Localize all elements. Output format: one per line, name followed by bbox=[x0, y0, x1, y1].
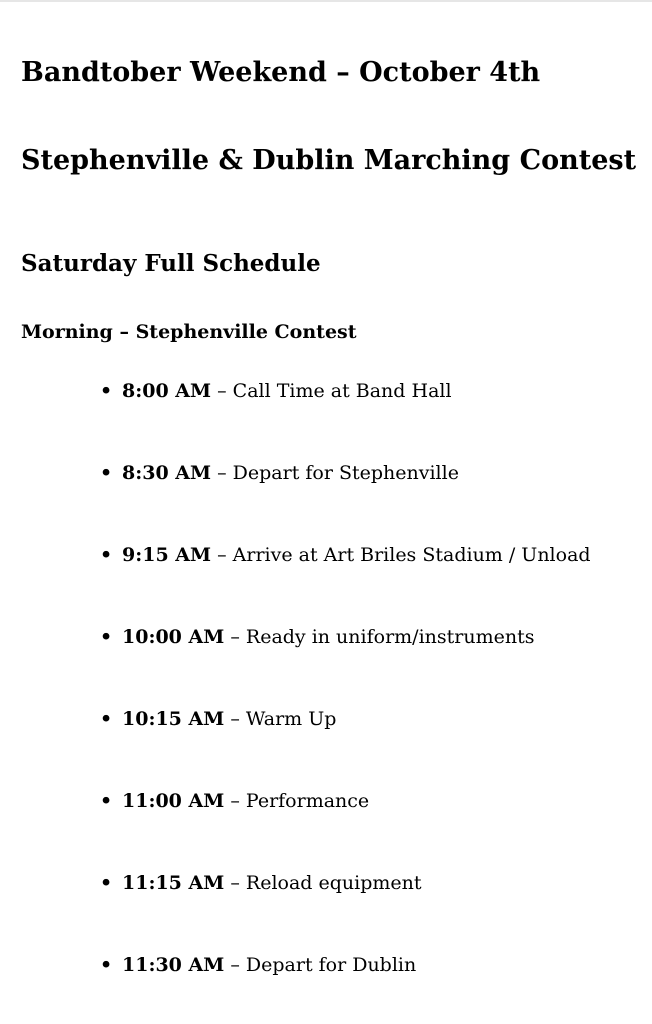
bullet-icon: • bbox=[100, 954, 113, 976]
schedule-activity: Performance bbox=[245, 790, 370, 812]
subsection-heading: Morning – Stephenville Contest bbox=[21, 321, 357, 343]
bullet-icon: • bbox=[100, 462, 113, 484]
schedule-time: 11:00 AM bbox=[122, 790, 225, 812]
bullet-icon: • bbox=[100, 790, 113, 812]
schedule-item bbox=[100, 869, 422, 897]
schedule-time: 10:00 AM bbox=[122, 626, 225, 648]
bullet-icon: • bbox=[100, 626, 113, 648]
schedule-item bbox=[100, 623, 534, 651]
schedule-separator: – bbox=[224, 626, 246, 648]
schedule-activity: Depart for Stephenville bbox=[232, 462, 459, 484]
top-divider bbox=[0, 0, 652, 2]
schedule-time: 11:15 AM bbox=[122, 872, 225, 894]
schedule-activity: Reload equipment bbox=[245, 872, 422, 894]
bullet-icon: • bbox=[100, 544, 113, 566]
bullet-icon: • bbox=[100, 708, 113, 730]
bullet-icon: • bbox=[100, 380, 113, 402]
schedule-separator: – bbox=[224, 708, 246, 730]
schedule-separator: – bbox=[211, 462, 233, 484]
schedule-activity: Arrive at Art Briles Stadium / Unload bbox=[232, 544, 591, 566]
schedule-item bbox=[100, 951, 416, 979]
schedule-item bbox=[100, 459, 459, 487]
schedule-activity: Depart for Dublin bbox=[245, 954, 417, 976]
schedule-time: 8:30 AM bbox=[122, 462, 212, 484]
schedule-separator: – bbox=[224, 954, 246, 976]
schedule-item bbox=[100, 541, 591, 569]
schedule-item bbox=[100, 377, 452, 405]
schedule-item bbox=[100, 787, 369, 815]
schedule-activity: Call Time at Band Hall bbox=[232, 380, 452, 402]
schedule-separator: – bbox=[211, 380, 233, 402]
document-subtitle: Stephenville & Dublin Marching Contest bbox=[21, 145, 637, 176]
schedule-item bbox=[100, 705, 336, 733]
document-title: Bandtober Weekend – October 4th bbox=[21, 57, 541, 88]
schedule-time: 11:30 AM bbox=[122, 954, 225, 976]
section-heading: Saturday Full Schedule bbox=[21, 250, 321, 277]
schedule-time: 8:00 AM bbox=[122, 380, 212, 402]
schedule-time: 9:15 AM bbox=[122, 544, 212, 566]
schedule-separator: – bbox=[224, 872, 246, 894]
schedule-separator: – bbox=[211, 544, 233, 566]
schedule-time: 10:15 AM bbox=[122, 708, 225, 730]
schedule-activity: Ready in uniform/instruments bbox=[245, 626, 535, 648]
schedule-separator: – bbox=[224, 790, 246, 812]
bullet-icon: • bbox=[100, 872, 113, 894]
schedule-activity: Warm Up bbox=[245, 708, 337, 730]
